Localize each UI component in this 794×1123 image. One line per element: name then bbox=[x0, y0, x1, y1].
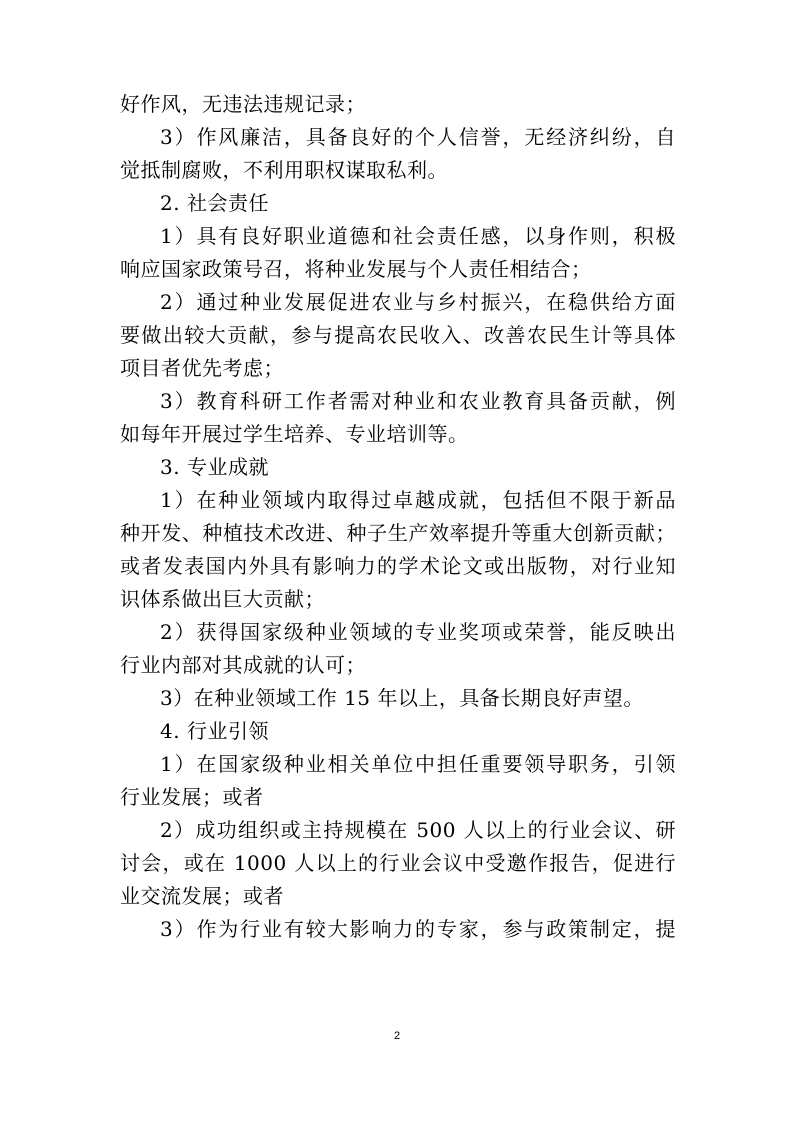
section-heading-social-responsibility: 2. 社会责任 bbox=[160, 191, 269, 215]
text-line-continuation: 行业内部对其成就的认可； bbox=[120, 653, 366, 677]
page-number: 2 bbox=[393, 1030, 401, 1042]
text-line-item-1-ethics: 1）具有良好职业道德和社会责任感，以身作则，积极 bbox=[160, 224, 676, 248]
text-line-continuation: 行业发展；或者 bbox=[120, 785, 264, 809]
text-line-item-3-experience: 3）在种业领域工作 15 年以上，具备长期良好声望。 bbox=[160, 686, 644, 710]
text-line-item-3-integrity: 3）作风廉洁，具备良好的个人信誉，无经济纠纷，自 bbox=[160, 125, 676, 149]
section-heading-industry-leadership: 4. 行业引领 bbox=[160, 719, 269, 743]
text-line-item-3-education: 3）教育科研工作者需对种业和农业教育具备贡献，例 bbox=[160, 389, 676, 413]
section-heading-professional-achievement: 3. 专业成就 bbox=[160, 455, 269, 479]
text-line-continuation: 识体系做出巨大贡献； bbox=[120, 587, 325, 611]
text-line-item-1-leadership: 1）在国家级种业相关单位中担任重要领导职务，引领 bbox=[160, 752, 676, 776]
text-line-continuation: 如每年开展过学生培养、专业培训等。 bbox=[120, 422, 469, 446]
text-line-continuation: 要做出较大贡献，参与提高农民收入、改善农民生计等具体 bbox=[120, 323, 676, 347]
text-line-item-1-achievement: 1）在种业领域内取得过卓越成就，包括但不限于新品 bbox=[160, 488, 676, 512]
text-line-continuation: 好作风，无违法违规记录； bbox=[120, 92, 366, 116]
text-line-item-3-expert: 3）作为行业有较大影响力的专家，参与政策制定，提 bbox=[160, 917, 676, 941]
text-line-continuation: 或者发表国内外具有影响力的学术论文或出版物，对行业知 bbox=[120, 554, 676, 578]
text-line-continuation: 讨会，或在 1000 人以上的行业会议中受邀作报告，促进行 bbox=[120, 851, 676, 875]
text-line-continuation: 觉抵制腐败，不利用职权谋取私利。 bbox=[120, 158, 448, 182]
text-line-continuation: 响应国家政策号召，将种业发展与个人责任相结合； bbox=[120, 257, 592, 281]
text-line-continuation: 业交流发展；或者 bbox=[120, 884, 284, 908]
text-line-item-2-awards: 2）获得国家级种业领域的专业奖项或荣誉，能反映出 bbox=[160, 620, 676, 644]
text-line-item-2-rural-revitalization: 2）通过种业发展促进农业与乡村振兴，在稳供给方面 bbox=[160, 290, 676, 314]
text-line-continuation: 种开发、种植技术改进、种子生产效率提升等重大创新贡献； bbox=[120, 521, 676, 545]
text-line-continuation: 项目者优先考虑； bbox=[120, 356, 284, 380]
text-line-item-2-conferences: 2）成功组织或主持规模在 500 人以上的行业会议、研 bbox=[160, 818, 676, 842]
body-text bbox=[120, 88, 676, 946]
